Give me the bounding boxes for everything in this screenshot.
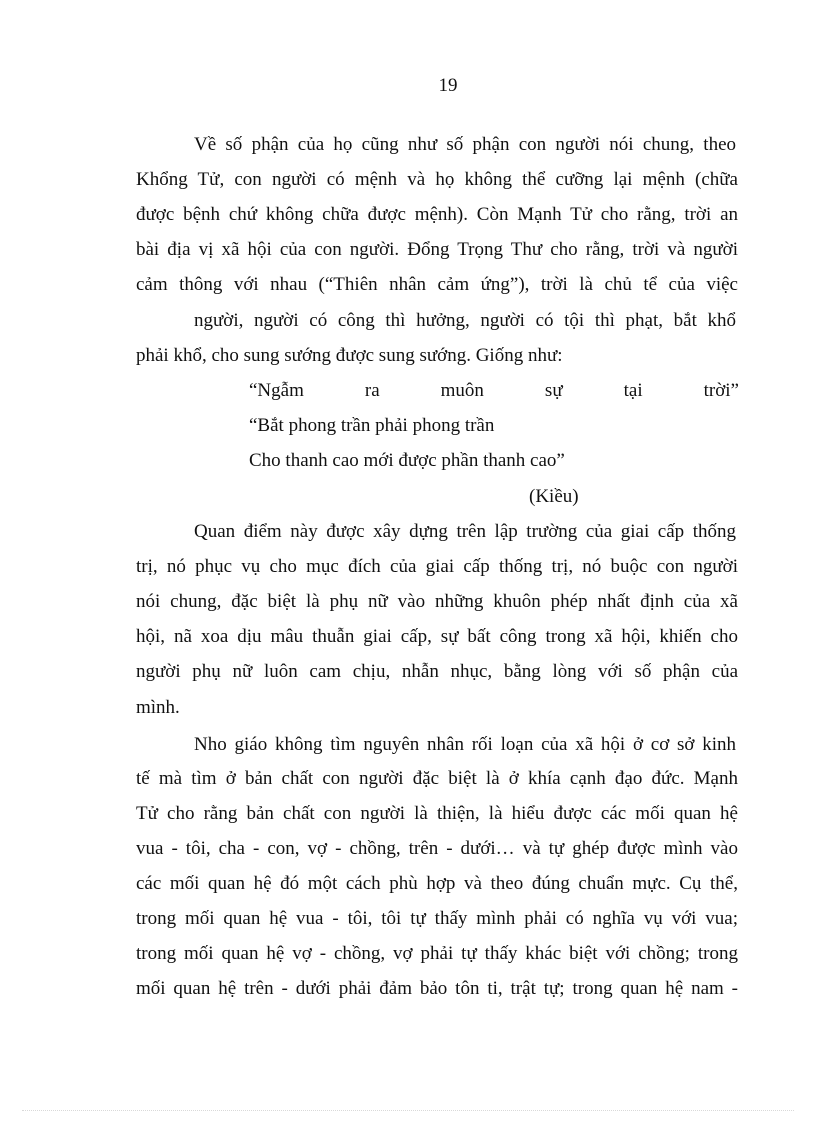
page-number: 19 [438, 75, 458, 96]
poem-line-2: “Bắt phong trần phải phong trần [249, 415, 495, 436]
poem-source: (Kiều) [529, 486, 579, 507]
paragraph-3-line-4: hội, nã xoa dịu mâu thuẫn giai cấp, sự bất công trong xã hội, khiến cho [136, 626, 738, 647]
paragraph-1-line-5: cảm thông với nhau (“Thiên nhân cảm ứng”), trời là chủ tể của việc [136, 274, 738, 295]
paragraph-3-line-5: người phụ nữ luôn cam chịu, nhẫn nhục, bằng lòng với số phận của [136, 661, 738, 682]
paragraph-4-line-7: trong mối quan hệ vợ - chồng, vợ phải tự thấy khác biệt với chồng; trong [136, 943, 738, 964]
paragraph-1-line-4: bài địa vị xã hội của con người. Đổng Trọng Thư cho rằng, trời và người [136, 239, 738, 260]
poem-word: “Ngẫm [249, 380, 304, 401]
paragraph-3-line-1: Quan điểm này được xây dựng trên lập trường của giai cấp thống [194, 521, 736, 542]
paragraph-4-line-3: Tử cho rằng bản chất con người là thiện, là hiểu được các mối quan hệ [136, 803, 738, 824]
paragraph-4-line-5: các mối quan hệ đó một cách phù hợp và theo đúng chuẩn mực. Cụ thể, [136, 873, 738, 894]
paragraph-1-line-1: Về số phận của họ cũng như số phận con người nói chung, theo [194, 134, 736, 155]
poem-word: tại [623, 380, 643, 401]
poem-line-1 [249, 379, 739, 403]
paragraph-2-line-2: phải khổ, cho sung sướng được sung sướng. Giống như: [136, 345, 563, 366]
page-bottom-divider [22, 1110, 794, 1111]
paragraph-4-line-4: vua - tôi, cha - con, vợ - chồng, trên - dưới… và tự ghép được mình vào [136, 838, 738, 859]
paragraph-1-line-2: Khổng Tử, con người có mệnh và họ không thể cưỡng lại mệnh (chữa [136, 169, 738, 190]
poem-line-3: Cho thanh cao mới được phần thanh cao” [249, 450, 565, 471]
paragraph-3-line-6: mình. [136, 697, 180, 718]
paragraph-3-line-2: trị, nó phục vụ cho mục đích của giai cấp thống trị, nó buộc con người [136, 556, 738, 577]
poem-word: trời” [703, 380, 739, 401]
paragraph-4-line-6: trong mối quan hệ vua - tôi, tôi tự thấy mình phải có nghĩa vụ với vua; [136, 908, 738, 929]
paragraph-2-line-1: người, người có công thì hưởng, người có tội thì phạt, bắt khổ [194, 310, 736, 331]
paragraph-4-line-8: mối quan hệ trên - dưới phải đảm bảo tôn ti, trật tự; trong quan hệ nam - [136, 978, 738, 999]
paragraph-3-line-3: nói chung, đặc biệt là phụ nữ vào những khuôn phép nhất định của xã [136, 591, 738, 612]
paragraph-4-line-2: tế mà tìm ở bản chất con người đặc biệt là ở khía cạnh đạo đức. Mạnh [136, 768, 738, 789]
paragraph-1-line-3: được bệnh chứ không chữa được mệnh). Còn Mạnh Tử cho rằng, trời an [136, 204, 738, 225]
poem-word: sự [544, 380, 563, 401]
poem-word: ra [364, 380, 380, 401]
paragraph-4-line-1: Nho giáo không tìm nguyên nhân rối loạn của xã hội ở cơ sở kinh [194, 734, 736, 755]
poem-word: muôn [440, 380, 484, 401]
